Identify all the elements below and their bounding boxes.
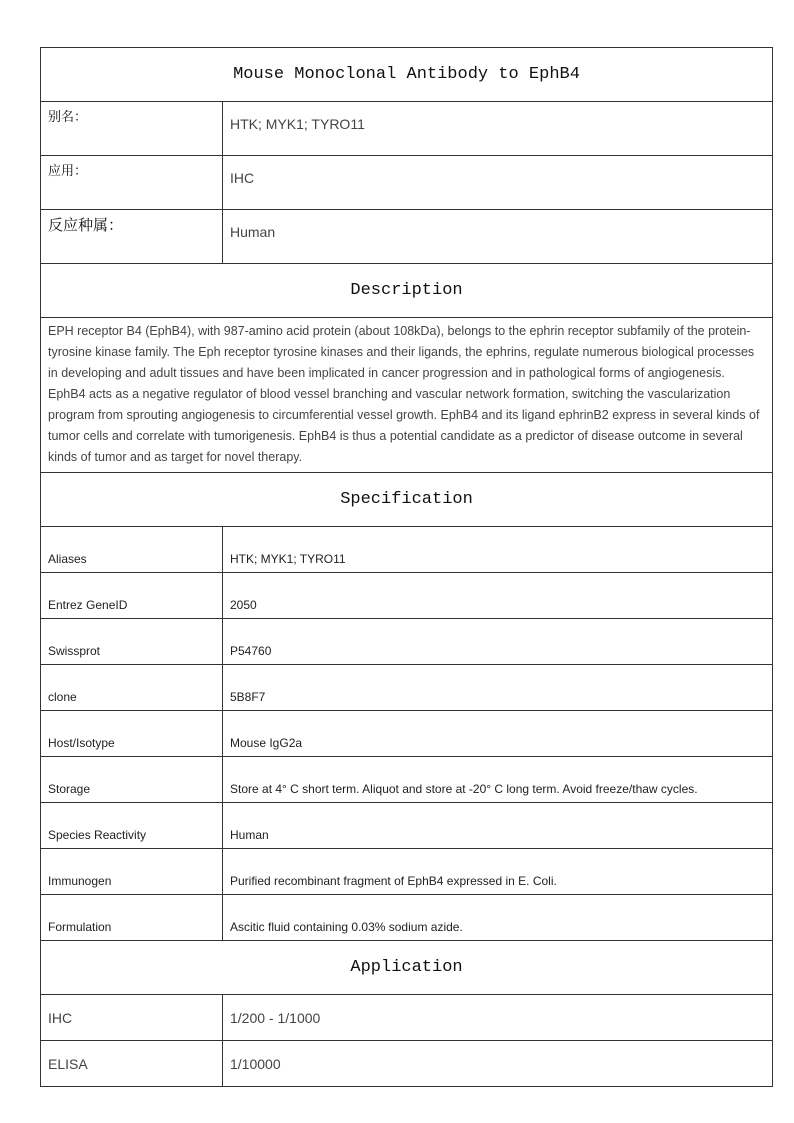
datasheet-table [40,47,773,1087]
table-row [41,619,773,665]
spec-value: Human [223,803,773,849]
summary-label: 反应种属： [41,210,223,264]
table-row [41,895,773,941]
summary-value: Human [223,210,773,264]
spec-label: clone [41,665,223,711]
spec-value: Mouse IgG2a [223,711,773,757]
table-row [41,849,773,895]
spec-value: Purified recombinant fragment of EphB4 expressed in E. Coli. [223,849,773,895]
description-heading-row [41,264,773,318]
table-row [41,711,773,757]
table-row [41,665,773,711]
summary-value: HTK; MYK1; TYRO11 [223,102,773,156]
spec-value: HTK; MYK1; TYRO11 [223,527,773,573]
spec-label: Entrez GeneID [41,573,223,619]
datasheet [40,47,773,1087]
spec-value: P54760 [223,619,773,665]
application-table [41,995,773,1087]
specification-table [41,527,773,941]
summary-label: 应用： [41,156,223,210]
description-text: EPH receptor B4 (EphB4), with 987-amino acid protein (about 108kDa), belongs to the ephrin receptor subfamily of the protein-tyrosine kinase family. The Eph receptor tyrosine kinases and their ligands, the ephrins, regulate numerous biological processes in developing and adult tissues and have been implicated in cancer progression and in pathological forms of angiogenesis. EphB4 acts as a negative regulator of blood vessel branching and vascular network formation, switching the vascularization program from sprouting angiogenesis to circumferential vessel growth. EphB4 and its ligand ephrinB2 express in several kinds of tumor cells and correlate with tumorigenesis. EphB4 is thus a potential candidate as a predictor of disease outcome in several kinds of tumor and as target for novel therapy. [41,318,773,473]
spec-label: Species Reactivity [41,803,223,849]
application-label: IHC [41,995,223,1041]
table-row [41,1041,773,1087]
application-heading: Application [41,941,773,995]
description-heading: Description [41,264,773,318]
summary-value: IHC [223,156,773,210]
spec-value: 5B8F7 [223,665,773,711]
spec-label: Formulation [41,895,223,941]
summary-row-aliases [41,102,773,156]
table-row [41,573,773,619]
specification-heading: Specification [41,473,773,527]
application-value: 1/200 - 1/1000 [223,995,773,1041]
title-row [41,48,773,102]
table-row [41,527,773,573]
application-heading-row [41,941,773,995]
spec-label: Swissprot [41,619,223,665]
table-row [41,995,773,1041]
page-title: Mouse Monoclonal Antibody to EphB4 [41,48,773,102]
application-label: ELISA [41,1041,223,1087]
spec-value: 2050 [223,573,773,619]
spec-label: Immunogen [41,849,223,895]
description-body-row [41,318,773,473]
spec-label: Host/Isotype [41,711,223,757]
spec-value: Store at 4° C short term. Aliquot and store at -20° C long term. Avoid freeze/thaw cycles. [223,757,773,803]
table-row [41,757,773,803]
application-value: 1/10000 [223,1041,773,1087]
spec-label: Aliases [41,527,223,573]
specification-heading-row [41,473,773,527]
spec-value: Ascitic fluid containing 0.03% sodium azide. [223,895,773,941]
summary-row-application [41,156,773,210]
summary-row-reactivity [41,210,773,264]
table-row [41,803,773,849]
spec-label: Storage [41,757,223,803]
summary-label: 别名： [41,102,223,156]
